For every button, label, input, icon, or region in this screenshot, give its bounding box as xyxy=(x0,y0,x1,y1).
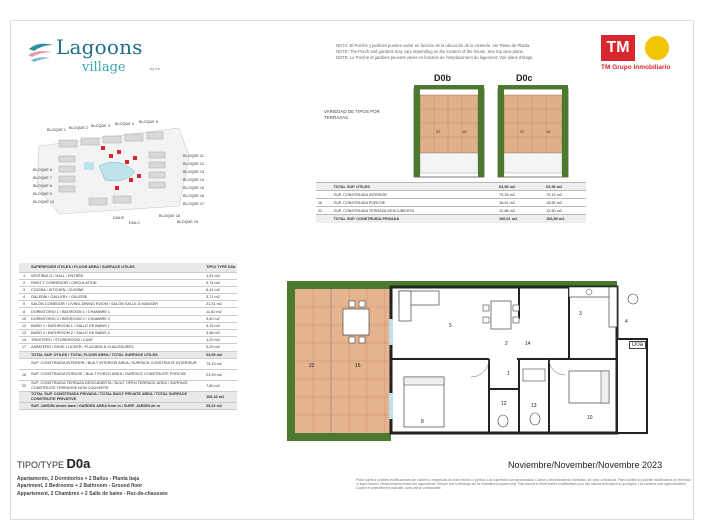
surface-header-label: SUPERFICIES ÚTILES / FLOOR AREA / SURFACE UTILES xyxy=(29,263,204,272)
site-label: BLOQUE 19 xyxy=(177,220,199,224)
site-label: BLOQUE 12 xyxy=(183,162,205,166)
variants-cell-b: 79,15 m2 xyxy=(491,191,544,199)
variants-row xyxy=(316,199,586,207)
site-label: BLOQUE 5 xyxy=(139,120,158,124)
surface-row xyxy=(19,391,237,402)
surface-cell-n: 4 xyxy=(19,294,29,301)
room-number: 14 xyxy=(525,341,531,347)
surface-cell-v: 3,71 m2 xyxy=(204,294,237,301)
desc-es: Apartamento, 2 Dormitorios + 2 Baños - Planta baja xyxy=(17,476,140,482)
variant-b-room: 22 xyxy=(436,129,441,134)
surface-cell-n: 1 xyxy=(19,272,29,279)
room-number: 3 xyxy=(579,311,582,317)
site-label: BLOQUE 1 xyxy=(47,128,66,132)
surface-cell-label: DORMITORIO 1 / BEDROOM 1 / CHAMBRE 1 xyxy=(29,308,204,315)
surface-row xyxy=(19,351,237,358)
surface-cell-v: 0,29 m2 xyxy=(204,344,237,351)
surface-cell-v: 9,40 m2 xyxy=(204,315,237,322)
logo-sub: village xyxy=(82,60,126,75)
surface-cell-n: 17 xyxy=(19,344,29,351)
site-label: BLOQUE 14 xyxy=(183,178,205,182)
surface-table xyxy=(19,263,237,410)
variants-cell-n xyxy=(316,183,332,191)
room-number: 5 xyxy=(449,323,452,329)
room-number: 1 xyxy=(507,371,510,377)
variants-row xyxy=(316,215,586,223)
type-label: TIPO/ TYPE xyxy=(206,265,227,270)
site-label: BLOQUE 18 xyxy=(159,214,181,218)
surface-cell-v: 5,74 m2 xyxy=(204,279,237,286)
surface-cell-label: SUP. CONSTRUIDA TERRAZA DESCUBIERTA / BUILT OPEN TERRACE AREA / SURFACE CONSTRUITE TERRASSE NON COUVERTE xyxy=(29,380,204,391)
variants-cell-b: 12,88 m2 xyxy=(491,207,544,215)
lagoons-village-logo xyxy=(26,35,176,79)
room-number: 12 xyxy=(501,401,507,407)
surface-row xyxy=(19,380,237,391)
surface-cell-v: 1,51 m2 xyxy=(204,272,237,279)
surface-row xyxy=(19,279,237,286)
variants-cell-b: 63,96 m2 xyxy=(491,183,544,191)
type-code: D0a xyxy=(66,456,91,471)
surface-cell-label: COCINA / KITCHEN / CUISINE xyxy=(29,286,204,293)
variants-cell-label: SUP. CONSTRUIDA PORCHE xyxy=(332,199,492,207)
surface-row xyxy=(19,301,237,308)
surface-cell-n: 2 xyxy=(19,279,29,286)
room-number: 13 xyxy=(531,403,537,409)
surface-row xyxy=(19,337,237,344)
variation-notes xyxy=(336,43,586,61)
surface-row xyxy=(19,294,237,301)
surface-cell-v: 106,33 m2 xyxy=(204,391,237,402)
surface-cell-label: DORMITORIO 2 / BEDROOM 2 / CHAMBRE 2 xyxy=(29,315,204,322)
site-label: BLOQUE 7 xyxy=(33,176,52,180)
site-label: BLOQUE 8 xyxy=(33,184,52,188)
variant-c-room: 18 xyxy=(546,129,551,134)
site-label: D0A B xyxy=(113,216,124,220)
logo-word: Lagoons xyxy=(56,35,143,59)
logo-tm: by tm xyxy=(150,66,160,71)
surface-table-header xyxy=(19,263,237,272)
surface-cell-n: 13 xyxy=(19,330,29,337)
site-label: BLOQUE 9 xyxy=(33,192,52,196)
room-number: 22 xyxy=(309,363,315,369)
surface-cell-n xyxy=(19,351,29,358)
unit-description xyxy=(17,476,237,498)
tm-brand-logo xyxy=(601,35,691,75)
variants-cell-b: 106,91 m2 xyxy=(491,215,544,223)
surface-cell-n: 22 xyxy=(19,380,29,391)
surface-cell-label: SUP. JARDÍN desde bara / GARDEN AREA from m / SURF. JARDIN de m xyxy=(29,402,204,409)
desc-fr: Appartement, 2 Chambres + 2 Salle de bains - Rez-de-chaussée xyxy=(17,490,168,497)
surface-row xyxy=(19,344,237,351)
surface-cell-v: 4,15 m2 xyxy=(204,322,237,329)
variants-cell-c: 18,82 m2 xyxy=(544,199,586,207)
variants-cell-c: 79,15 m2 xyxy=(544,191,586,199)
surface-cell-v: 25,42 m2 xyxy=(204,402,237,409)
surface-cell-n: 3 xyxy=(19,286,29,293)
surface-cell-n: 5 xyxy=(19,301,29,308)
surface-row xyxy=(19,330,237,337)
variants-cell-label: SUP. CONSTRUIDA TERRAZA DESCUBIERTA xyxy=(332,207,492,215)
type-value: D0a xyxy=(228,265,235,270)
variants-cell-b: 18,91 m2 xyxy=(491,199,544,207)
surface-cell-n xyxy=(19,391,29,402)
surface-cell-v: 3,58 m2 xyxy=(204,330,237,337)
surface-cell-v: 75,15 m2 xyxy=(204,358,237,369)
note-en: NOTE: The Porch and gardens may vary depending on the location of the house. See top view plans. xyxy=(336,49,524,54)
surface-cell-label: TOTAL SUP. CONSTRUIDA PRIVADA / TOTAL BUILT PRIVATE AREA / TOTAL SURFACE CONSTRUITE PRIVATIVE xyxy=(29,391,204,402)
variants-cell-n: 22 xyxy=(316,207,332,215)
site-label: BLOQUE 10 xyxy=(33,200,55,204)
surface-cell-v: 1,20 m2 xyxy=(204,337,237,344)
type-heading xyxy=(17,456,90,471)
variant-thumbnails xyxy=(316,85,586,185)
note-fr: NOTE: Le Porche et jardines peuvent varier en fonction de l'emplacement du logement. Voir plans d'étage. xyxy=(336,55,534,60)
variants-cell-c: 106,55 m2 xyxy=(544,215,586,223)
variants-cell-label: TOTAL SUP. CONSTRUIDA PRIVADA xyxy=(332,215,492,223)
surface-cell-label: GALERÍA / GALLERY / GALERIE xyxy=(29,294,204,301)
variant-c-title: D0c xyxy=(516,73,533,83)
wave-icon xyxy=(26,37,56,67)
room-number: 2 xyxy=(505,341,508,347)
variants-row xyxy=(316,183,586,191)
surface-cell-n: 8 xyxy=(19,308,29,315)
site-label: BLOQUE 6 xyxy=(33,168,52,172)
desc-en: Apartment, 2 Bedrooms + 2 Bathroom - Ground floor xyxy=(17,483,143,490)
surface-cell-n: 14 xyxy=(19,337,29,344)
type-tag: D0a xyxy=(629,341,646,349)
variants-cell-n xyxy=(316,215,332,223)
surface-cell-label: VESTÍBULO / HALL / ENTRÉE xyxy=(29,272,204,279)
site-label: BLOQUE 13 xyxy=(183,170,205,174)
variants-cell-n: 16 xyxy=(316,199,332,207)
site-plan-map xyxy=(29,116,209,226)
variant-b-room: 18 xyxy=(462,129,467,134)
surface-cell-n: 12 xyxy=(19,322,29,329)
surface-cell-label: PASO Y CORREDOR / CIRCULATION xyxy=(29,279,204,286)
surface-cell-v: 7,80 m2 xyxy=(204,380,237,391)
floor-plan-drawing xyxy=(269,259,689,459)
variants-side-label: VARIEDAD DE TIPOS POR TERRAZAS xyxy=(324,109,380,120)
site-label: BLOQUE 16 xyxy=(183,194,205,198)
surface-cell-n: 16 xyxy=(19,369,29,380)
variants-row xyxy=(316,207,586,215)
issue-date: Noviembre/November/Novembre 2023 xyxy=(508,460,663,470)
variants-cell-label: TOTAL SUP. ÚTILES xyxy=(332,183,492,191)
site-label: D0A C xyxy=(129,221,140,225)
sun-dot-icon xyxy=(645,36,669,60)
site-label: BLOQUE 2 xyxy=(69,126,88,130)
room-number: 10 xyxy=(587,415,593,421)
surface-cell-v: 63,96 m2 xyxy=(204,351,237,358)
surface-cell-label: TRASTERO / STOREROOM / CAVE xyxy=(29,337,204,344)
surface-row xyxy=(19,308,237,315)
surface-cell-label: SUP. CONSTRUIDA INTERIOR / BUILT INTERIOR AREA / SURFACE CONSTRUITE INTERIEUR xyxy=(29,358,204,369)
surface-row xyxy=(19,272,237,279)
variants-cell-n xyxy=(316,191,332,199)
surface-cell-label: ZAPATERO / SHOE LOCKER / PLACARD À CHAUSSURES xyxy=(29,344,204,351)
surface-cell-v: 23,39 m2 xyxy=(204,369,237,380)
room-number: 4 xyxy=(625,319,628,325)
room-number: 8 xyxy=(421,419,424,425)
surface-row xyxy=(19,322,237,329)
variants-cell-label: SUP. CONSTRUIDA INTERIOR xyxy=(332,191,492,199)
site-label: BLOQUE 11 xyxy=(183,154,204,158)
floor-plan xyxy=(269,259,689,459)
surface-row xyxy=(19,402,237,409)
floor-plan-sheet xyxy=(10,20,694,520)
surface-row xyxy=(19,315,237,322)
type-prefix: TIPO/TYPE xyxy=(17,460,65,470)
terrace-variants xyxy=(316,73,586,223)
surface-cell-n xyxy=(19,402,29,409)
site-plan-drawing xyxy=(29,116,209,226)
variants-cell-c: 63,96 m2 xyxy=(544,183,586,191)
surface-row xyxy=(19,286,237,293)
site-label: BLOQUE 15 xyxy=(183,186,205,190)
surface-row xyxy=(19,369,237,380)
surface-cell-label: TOTAL SUP. ÚTILES / TOTAL FLOOR AREA / TOTAL SURFACE UTILES xyxy=(29,351,204,358)
surface-cell-n xyxy=(19,358,29,369)
surface-cell-label: SUP. CONSTRUIDA PORCHE / BUILT PORCH AREA / SURFACE CONSTRUITE PORCHE xyxy=(29,369,204,380)
surface-cell-n: 10 xyxy=(19,315,29,322)
variants-row xyxy=(316,191,586,199)
variant-b-title: D0b xyxy=(434,73,452,83)
room-number: 16 xyxy=(355,363,361,369)
site-label: BLOQUE 17 xyxy=(183,202,205,206)
surface-cell-v: 21,31 m2 xyxy=(204,301,237,308)
surface-cell-v: 11,81 m2 xyxy=(204,308,237,315)
surface-cell-label: SALÓN COMEDOR / LIVING-DINING ROOM / SALON SALLE À MANGER xyxy=(29,301,204,308)
brand-name: TM Grupo Inmobiliario xyxy=(601,64,671,71)
site-label: BLOQUE 3 xyxy=(91,124,110,128)
note-es: NOTA: El Porche y jardines pueden variar en función de la ubicación de la vivienda. Ver Plano de Planta. xyxy=(336,43,531,48)
variants-table xyxy=(316,182,586,223)
surface-cell-label: BAÑO 2 / BATHROOM 2 / SALLE DE BAINS 2 xyxy=(29,330,204,337)
variant-c-room: 22 xyxy=(520,129,525,134)
surface-cell-label: BAÑO 1 / BATHROOM 1 / SALLE DE BAINS 1 xyxy=(29,322,204,329)
surface-cell-v: 6,41 m2 xyxy=(204,286,237,293)
variants-cell-c: 12,60 m2 xyxy=(544,207,586,215)
site-label: BLOQUE 4 xyxy=(115,122,134,126)
surface-row xyxy=(19,358,237,369)
tm-mark: TM xyxy=(601,35,635,61)
disclaimer: Plano sujeto a posibles modificaciones por razones o exigencias de orden técnico o jurídico. Las superficies son aproximadas. Cocina y amueblamiento orientativo, sin valor contractual. Plans subject to possible modifications for technical or legal reasons. Measurements shown are approximate. Kitchen and furnishings are for illustrative purposes only. Plan soumis à d'éventuelles modifications pour des raisons techniques ou juridiques. Les surfaces sont approximatives. Cuisine et ameublement indicatifs, sans valeur contractuelle. xyxy=(356,478,691,491)
